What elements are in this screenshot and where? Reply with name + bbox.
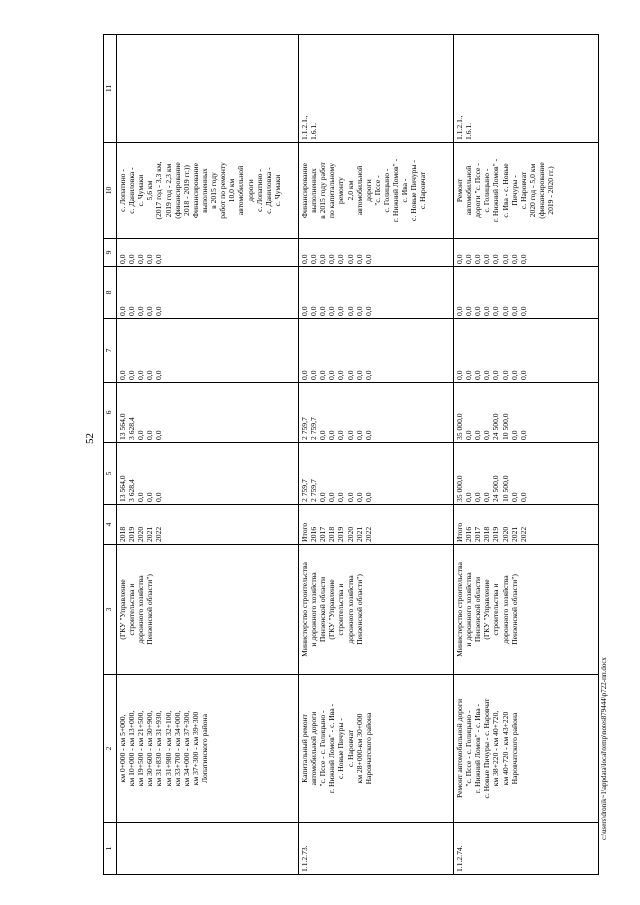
years-value: 2021	[509, 526, 519, 542]
regional-budget-value: 0,0	[518, 430, 528, 440]
row-id-text: 1.1.2.73.	[300, 845, 309, 872]
other-sources-value: 0,0	[300, 254, 309, 264]
header-col-1: 1	[104, 823, 117, 875]
local-budget-value: 0,0	[509, 306, 519, 316]
other-sources-value: 0,0	[491, 254, 501, 264]
years	[117, 505, 299, 545]
other-sources-value: 0,0	[127, 254, 137, 264]
expected-result	[454, 143, 599, 239]
expected-result-text: Финансирование выполненных в 2015 году работ по капитальному ремонту 2,0 км автомобильной дороги "с. Пссе - с. Голицыно - г. Нижний Ломов" - с. Ива - с. Новые Пичуры - с. Наровчат	[300, 158, 428, 223]
header-col-3: 3	[104, 545, 117, 675]
total-funding-value: 0,0	[336, 492, 346, 502]
other-sources-value: 0,0	[336, 254, 346, 264]
other-sources-value: 0,0	[309, 254, 319, 264]
federal-budget-value: 0,0	[518, 370, 528, 380]
indicator-link	[117, 35, 299, 143]
page-number: 52	[84, 433, 96, 444]
other-sources-value: 0,0	[345, 254, 355, 264]
total-funding-value: 0,0	[318, 492, 328, 502]
other-sources-value: 0,0	[509, 254, 519, 264]
regional-budget	[117, 383, 299, 443]
regional-budget-value: 0,0	[136, 430, 146, 440]
other-sources	[117, 239, 299, 267]
regional-budget-value: 0,0	[509, 430, 519, 440]
measure-name-text: Капитальный ремонт автомобильной дороги "с. Пссе - с. Голицыно - г. Нижний Ломов" - с. Ива - с. Новые Пичуры - с. Наровчат км 28+000-км 30+000 Наровчатского района	[300, 703, 373, 794]
federal-budget-value: 0,0	[127, 370, 137, 380]
total-funding-value: 2 759,7	[300, 479, 309, 502]
years-value: 2016	[309, 526, 319, 542]
federal-budget-value: 0,0	[118, 370, 127, 380]
total-funding-value: 2 759,7	[309, 479, 319, 502]
regional-budget-value: 10 500,0	[500, 413, 510, 440]
local-budget-value: 0,0	[318, 306, 328, 316]
other-sources	[454, 239, 599, 267]
measure-name-text: Ремонт автомобильной дороги "с. Пссе - с. Голицыно - г. Нижний Ломов" - с. Ива - с. Новые Пичуры - с. Наровчат км 38+220 - км 40+720, км 40+720 - км 43+220 Наровчатского района	[455, 698, 519, 799]
responsible-executor-text: (ГКУ "Управление строительства и дорожного хозяйства Пензенской области")	[118, 574, 155, 645]
other-sources-value: 0,0	[327, 254, 337, 264]
years-value: Итого	[455, 522, 464, 542]
local-budget	[299, 267, 454, 319]
local-budget-value: 0,0	[145, 306, 155, 316]
local-budget-value: 0,0	[500, 306, 510, 316]
regional-budget-value: 0,0	[145, 430, 155, 440]
local-budget-value: 0,0	[118, 306, 127, 316]
responsible-executor-text: Министерство строительства и дорожного хозяйства Пензенской области (ГКУ "Управление строительства и дорожного хозяйства Пензенской области")	[455, 562, 519, 657]
years-value: 2022	[518, 526, 528, 542]
indicator-link-text: 1.1.2.1., 1.6.1.	[455, 115, 474, 140]
total-funding-value: 0,0	[363, 492, 373, 502]
other-sources-value: 0,0	[318, 254, 328, 264]
program-table	[103, 34, 599, 875]
regional-budget-value: 0,0	[318, 430, 328, 440]
responsible-executor	[117, 545, 299, 675]
local-budget-value: 0,0	[455, 306, 464, 316]
federal-budget-value: 0,0	[136, 370, 146, 380]
measure-name	[454, 675, 599, 823]
local-budget-value: 0,0	[473, 306, 483, 316]
total-funding-value: 0,0	[136, 492, 146, 502]
total-funding-value: 10 500,0	[500, 475, 510, 502]
row-id-text: 1.1.2.74.	[455, 845, 464, 872]
expected-result	[299, 143, 454, 239]
table-row	[454, 35, 599, 875]
years-value: 2018	[118, 526, 127, 542]
other-sources-value: 0,0	[118, 254, 127, 264]
local-budget-value: 0,0	[491, 306, 501, 316]
other-sources-value: 0,0	[354, 254, 364, 264]
regional-budget-value: 35 000,0	[455, 413, 464, 440]
years-value: 2017	[318, 526, 328, 542]
total-funding	[117, 443, 299, 505]
local-budget-value: 0,0	[482, 306, 492, 316]
regional-budget-value: 0,0	[482, 430, 492, 440]
local-budget	[454, 267, 599, 319]
federal-budget-value: 0,0	[318, 370, 328, 380]
other-sources-value: 0,0	[363, 254, 373, 264]
regional-budget-value: 0,0	[464, 430, 474, 440]
expected-result-text: с. Лопатино - с. Даниловка - с. Чумаки 5,6 км (2017 год - 3,3 км, 2019 год - 2,3 км (финансирование 2018 - 2019 гг.)) Финансирование выполненных в 2015 году работ по ремонту 10,0 км автомобильной дороги с. Лопатино - с. Даниловка - с. Чумаки	[118, 161, 282, 220]
local-budget-value: 0,0	[518, 306, 528, 316]
federal-budget	[117, 319, 299, 383]
local-budget-value: 0,0	[354, 306, 364, 316]
regional-budget-value: 0,0	[473, 430, 483, 440]
row-id	[454, 823, 599, 875]
years-value: 2016	[464, 526, 474, 542]
total-funding-value: 0,0	[482, 492, 492, 502]
federal-budget-value: 0,0	[300, 370, 309, 380]
local-budget-value: 0,0	[300, 306, 309, 316]
rotated-table-container	[103, 35, 588, 875]
years-value: 2022	[363, 526, 373, 542]
other-sources-value: 0,0	[473, 254, 483, 264]
federal-budget-value: 0,0	[491, 370, 501, 380]
years-value: Итого	[300, 522, 309, 542]
years-value: 2019	[491, 526, 501, 542]
indicator-link	[299, 35, 454, 143]
header-col-10: 10	[104, 143, 117, 239]
indicator-link-text: 1.1.2.1., 1.6.1.	[300, 115, 319, 140]
total-funding-value: 3 628,4	[127, 479, 137, 502]
header-col-9: 9	[104, 239, 117, 267]
local-budget-value: 0,0	[464, 306, 474, 316]
other-sources	[299, 239, 454, 267]
total-funding-value: 0,0	[145, 492, 155, 502]
responsible-executor-text: Министерство строительства и дорожного хозяйства Пензенской области (ГКУ "Управление строительства и дорожного хозяйства Пензенской области")	[300, 562, 364, 657]
expected-result-text: Ремонт автомобильной дороги "с. Пссе - с. Голицыно - г. Нижний Ломов" - с. Ива - с. Новые Пичуры - с. Наровчат 2020 год - 5,0 км (финансирование 2019 - 2020 гг.)	[455, 158, 556, 223]
total-funding-value: 0,0	[345, 492, 355, 502]
federal-budget-value: 0,0	[455, 370, 464, 380]
years-value: 2021	[354, 526, 364, 542]
regional-budget-value: 13 564,0	[118, 413, 127, 440]
responsible-executor	[299, 545, 454, 675]
federal-budget-value: 0,0	[154, 370, 164, 380]
federal-budget-value: 0,0	[500, 370, 510, 380]
federal-budget-value: 0,0	[482, 370, 492, 380]
other-sources-value: 0,0	[154, 254, 164, 264]
header-col-8: 8	[104, 267, 117, 319]
expected-result	[117, 143, 299, 239]
header-col-2: 2	[104, 675, 117, 823]
total-funding-value: 0,0	[509, 492, 519, 502]
local-budget-value: 0,0	[327, 306, 337, 316]
federal-budget-value: 0,0	[336, 370, 346, 380]
local-budget-value: 0,0	[336, 306, 346, 316]
years-value: 2018	[327, 526, 337, 542]
measure-name	[117, 675, 299, 823]
years-value: 2022	[154, 526, 164, 542]
federal-budget-value: 0,0	[509, 370, 519, 380]
total-funding-value: 0,0	[354, 492, 364, 502]
other-sources-value: 0,0	[482, 254, 492, 264]
local-budget-value: 0,0	[309, 306, 319, 316]
regional-budget-value: 0,0	[354, 430, 364, 440]
total-funding-value: 24 500,0	[491, 475, 501, 502]
years-value: 2019	[127, 526, 137, 542]
federal-budget-value: 0,0	[327, 370, 337, 380]
regional-budget	[454, 383, 599, 443]
local-budget-value: 0,0	[154, 306, 164, 316]
federal-budget	[299, 319, 454, 383]
header-col-6: 6	[104, 383, 117, 443]
table-row	[117, 35, 299, 875]
regional-budget-value: 0,0	[363, 430, 373, 440]
years-value: 2019	[336, 526, 346, 542]
regional-budget-value: 2 759,7	[300, 417, 309, 440]
federal-budget-value: 0,0	[363, 370, 373, 380]
other-sources-value: 0,0	[464, 254, 474, 264]
other-sources-value: 0,0	[518, 254, 528, 264]
years-value: 2017	[473, 526, 483, 542]
measure-name-text: км 0+000 - км 5+000, км 10+000 - км 13+000, км 19+500 - км 21+500, км 30+600 - км 30+900, км 31+830 - км 31+930, км 31+980 - км 32+100, км 33+700 - км 34+000, км 34+000 - км 37+300, км 37+300 - км 39+300 Лопатинского района	[118, 710, 209, 787]
row-id	[117, 823, 299, 875]
federal-budget-value: 0,0	[354, 370, 364, 380]
local-budget-value: 0,0	[136, 306, 146, 316]
regional-budget-value: 0,0	[154, 430, 164, 440]
total-funding-value: 0,0	[518, 492, 528, 502]
years	[299, 505, 454, 545]
years	[454, 505, 599, 545]
local-budget-value: 0,0	[345, 306, 355, 316]
other-sources-value: 0,0	[145, 254, 155, 264]
indicator-link	[454, 35, 599, 143]
regional-budget-value: 0,0	[345, 430, 355, 440]
regional-budget-value: 24 500,0	[491, 413, 501, 440]
local-budget	[117, 267, 299, 319]
other-sources-value: 0,0	[500, 254, 510, 264]
years-value: 2020	[500, 526, 510, 542]
total-funding-value: 0,0	[154, 492, 164, 502]
total-funding-value: 0,0	[327, 492, 337, 502]
responsible-executor	[454, 545, 599, 675]
federal-budget-value: 0,0	[464, 370, 474, 380]
years-value: 2018	[482, 526, 492, 542]
years-value: 2021	[145, 526, 155, 542]
federal-budget-value: 0,0	[309, 370, 319, 380]
regional-budget-value: 0,0	[336, 430, 346, 440]
federal-budget-value: 0,0	[345, 370, 355, 380]
regional-budget-value: 3 628,4	[127, 417, 137, 440]
table-row	[299, 35, 454, 875]
header-col-4: 4	[104, 505, 117, 545]
years-value: 2020	[136, 526, 146, 542]
footer-file-path: c:\users\dronik~1\appdata\local\temp\notes879444\p722-пп.docx	[600, 657, 608, 840]
row-id	[299, 823, 454, 875]
header-col-11: 11	[104, 35, 117, 143]
header-col-7: 7	[104, 319, 117, 383]
total-funding-value: 35 000,0	[455, 475, 464, 502]
regional-budget	[299, 383, 454, 443]
years-value: 2020	[345, 526, 355, 542]
federal-budget	[454, 319, 599, 383]
regional-budget-value: 0,0	[327, 430, 337, 440]
other-sources-value: 0,0	[136, 254, 146, 264]
total-funding	[454, 443, 599, 505]
measure-name	[299, 675, 454, 823]
header-col-5: 5	[104, 443, 117, 505]
header-row	[104, 35, 117, 875]
total-funding	[299, 443, 454, 505]
federal-budget-value: 0,0	[145, 370, 155, 380]
total-funding-value: 13 564,0	[118, 475, 127, 502]
total-funding-value: 0,0	[464, 492, 474, 502]
total-funding-value: 0,0	[473, 492, 483, 502]
regional-budget-value: 2 759,7	[309, 417, 319, 440]
local-budget-value: 0,0	[127, 306, 137, 316]
federal-budget-value: 0,0	[473, 370, 483, 380]
local-budget-value: 0,0	[363, 306, 373, 316]
other-sources-value: 0,0	[455, 254, 464, 264]
